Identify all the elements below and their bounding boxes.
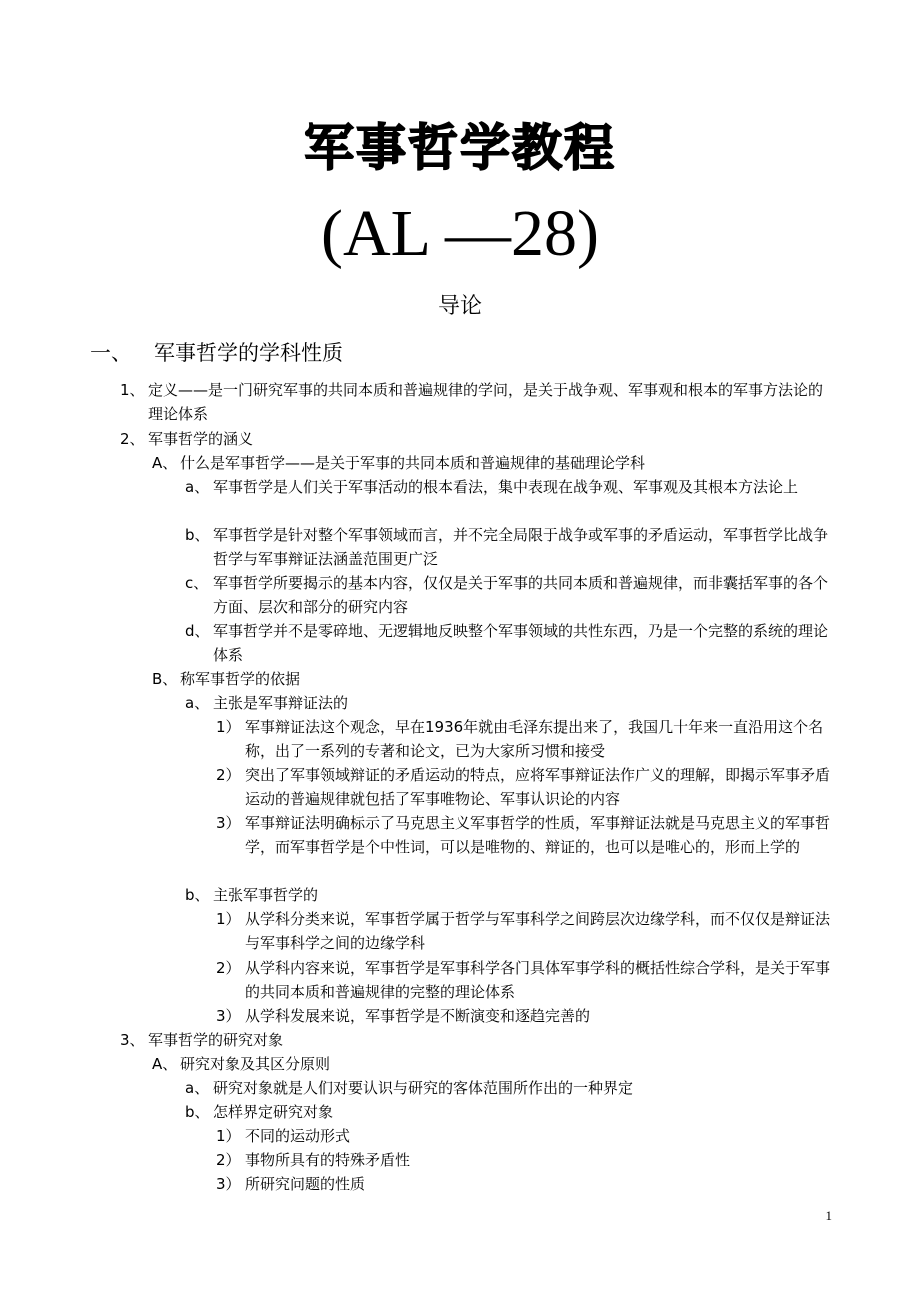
outline-text: 突出了军事领域辩证的矛盾运动的特点，应将军事辩证法作广义的理解，即揭示军事矛盾运动的普遍规律就包括了军事唯物论、军事认识论的内容 (245, 766, 831, 808)
outline-marker: A、 (152, 1055, 178, 1073)
outline-text: 军事哲学的涵义 (148, 430, 254, 448)
outline-marker: B、 (152, 670, 178, 688)
outline-item (185, 572, 832, 619)
outline-item (152, 452, 832, 476)
outline-text: 军事哲学并不是零碎地、无逻辑地反映整个军事领域的共性东西，乃是一个完整的系统的理论体系 (213, 622, 829, 664)
page-number: 1 (825, 1208, 832, 1223)
outline-text: 怎样界定研究对象 (213, 1103, 334, 1121)
outline-marker: 2） (216, 1151, 241, 1169)
outline-item (216, 1125, 832, 1149)
outline-marker: c、 (185, 574, 209, 592)
section-marker: 一、 (90, 341, 132, 365)
outline-text: 主张是军事辩证法的 (213, 694, 349, 712)
outline-marker: b、 (185, 526, 210, 544)
outline-marker: 3） (216, 1007, 241, 1025)
outline-item (216, 1005, 832, 1029)
outline-item (120, 1029, 832, 1053)
outline-marker: 3） (216, 1175, 241, 1193)
outline-marker: 1、 (120, 381, 145, 399)
outline-text: 从学科内容来说，军事哲学是军事科学各门具体军事学科的概括性综合学科，是关于军事的共同本质和普遍规律的完整的理论体系 (245, 959, 831, 1001)
outline-marker: 3） (216, 814, 241, 832)
document-title: 军事哲学教程 (304, 118, 616, 177)
outline-item (216, 957, 832, 1004)
outline-marker: b、 (185, 1103, 210, 1121)
outline-item (216, 1173, 832, 1197)
outline-item (216, 812, 832, 859)
outline-text: 从学科分类来说，军事哲学属于哲学与军事科学之间跨层次边缘学科，而不仅仅是辩证法与军事科学之间的边缘学科 (245, 910, 831, 952)
outline-item (216, 764, 832, 811)
outline-marker: A、 (152, 454, 178, 472)
outline-marker: a、 (185, 1079, 210, 1097)
outline-item (185, 884, 832, 908)
outline-item (120, 428, 832, 452)
outline-item (120, 379, 832, 426)
outline-item (185, 1077, 832, 1101)
outline-text: 所研究问题的性质 (245, 1175, 366, 1193)
outline-item (152, 668, 832, 692)
outline-marker: 3、 (120, 1031, 145, 1049)
document-subtitle: 导论 (437, 294, 482, 319)
outline-item (185, 620, 832, 667)
outline-text: 研究对象及其区分原则 (180, 1055, 331, 1073)
outline-marker: 1） (216, 910, 241, 928)
section-heading-text: 军事哲学的学科性质 (154, 341, 343, 365)
outline-text: 事物所具有的特殊矛盾性 (245, 1151, 411, 1169)
outline-item (216, 716, 832, 763)
outline-item (185, 524, 832, 571)
outline-text: 军事哲学是针对整个军事领域而言，并不完全局限于战争或军事的矛盾运动，军事哲学比战争哲学与军事辩证法涵盖范围更广泛 (213, 526, 829, 568)
outline-text: 军事哲学是人们关于军事活动的根本看法，集中表现在战争观、军事观及其根本方法论上 (213, 478, 799, 496)
outline-text: 什么是军事哲学——是关于军事的共同本质和普遍规律的基础理论学科 (180, 454, 646, 472)
outline-text: 主张军事哲学的 (213, 886, 319, 904)
outline-marker: d、 (185, 622, 210, 640)
outline-text: 军事辩证法明确标示了马克思主义军事哲学的性质，军事辩证法就是马克思主义的军事哲学，而军事哲学是个中性词，可以是唯物的、辩证的，也可以是唯心的，形而上学的 (245, 814, 831, 856)
outline-item (185, 476, 832, 500)
outline-marker: a、 (185, 694, 210, 712)
outline-text: 军事哲学所要揭示的基本内容，仅仅是关于军事的共同本质和普遍规律，而非囊括军事的各个方面、层次和部分的研究内容 (213, 574, 829, 616)
outline-item (185, 692, 832, 716)
outline-marker: 1） (216, 718, 241, 736)
outline-item (152, 1053, 832, 1077)
outline-item (216, 908, 832, 955)
outline-marker: 1） (216, 1127, 241, 1145)
outline-item (185, 1101, 832, 1125)
outline-text: 从学科发展来说，军事哲学是不断演变和逐趋完善的 (245, 1007, 591, 1025)
outline-text: 定义——是一门研究军事的共同本质和普遍规律的学问，是关于战争观、军事观和根本的军事方法论的理论体系 (148, 381, 824, 423)
outline-marker: 2、 (120, 430, 145, 448)
outline-marker: a、 (185, 478, 210, 496)
outline-marker: 2） (216, 959, 241, 977)
section-heading (90, 337, 343, 367)
document-code: (AL —28) (321, 197, 599, 270)
outline-text: 军事哲学的研究对象 (148, 1031, 284, 1049)
outline-text: 称军事哲学的依据 (180, 670, 301, 688)
outline-marker: b、 (185, 886, 210, 904)
outline-text: 军事辩证法这个观念，早在1936年就由毛泽东提出来了，我国几十年来一直沿用这个名称，出了一系列的专著和论文，已为大家所习惯和接受 (245, 718, 824, 760)
outline-text: 研究对象就是人们对要认识与研究的客体范围所作出的一种界定 (213, 1079, 634, 1097)
outline-marker: 2） (216, 766, 241, 784)
outline-text: 不同的运动形式 (245, 1127, 351, 1145)
outline-item (216, 1149, 832, 1173)
